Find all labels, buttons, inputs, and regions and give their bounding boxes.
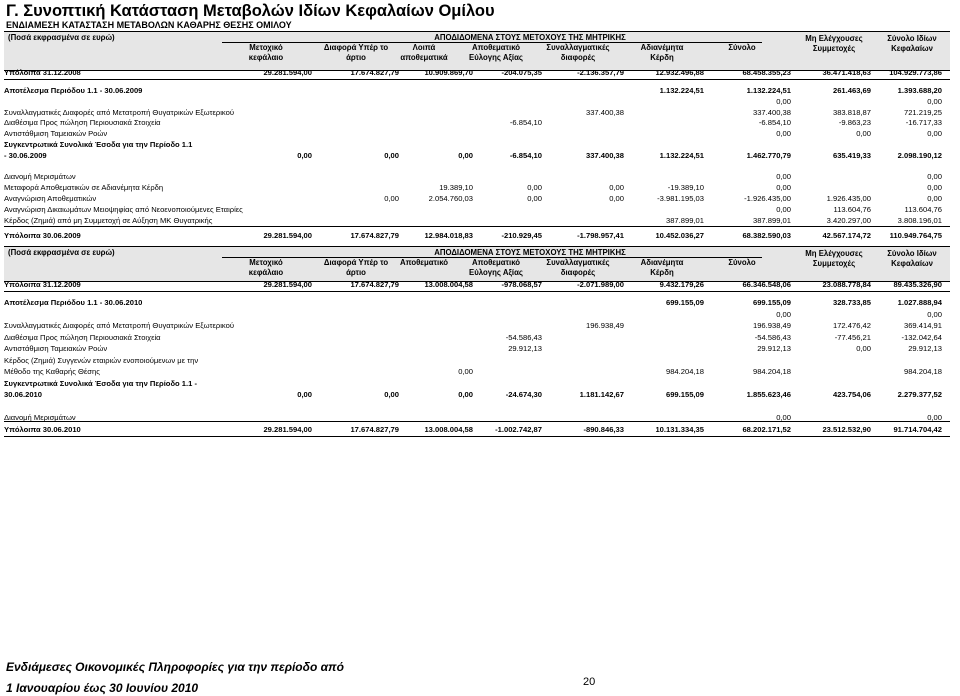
closing-balance-2010-value-5: 10.131.334,35	[655, 425, 704, 434]
block2-col-header-4-line1: Συναλλαγματικές	[546, 258, 610, 267]
block2-row-6-value-2: 0,00	[458, 367, 473, 376]
block1-row-1-value-8: 0,00	[927, 96, 942, 106]
opening-balance-2009-value-6: 66.346.548,06	[742, 280, 791, 289]
opening-balance-2009-value-5: 9.432.179,26	[659, 280, 704, 289]
block1-row-3-label: Διαθέσιμα Προς πώληση Περιουσιακά Στοιχεία	[4, 118, 161, 128]
block1-row-3-value-7: -9.863,23	[838, 118, 871, 128]
block1-row-12-value-5: 387.899,01	[665, 215, 704, 225]
block1-row-10-value-7: 1.926.435,00	[826, 194, 871, 203]
block2-col-header-3-line1: Αποθεματικό	[471, 258, 521, 267]
block1-row-6-value-5: 1.132.224,51	[659, 150, 704, 160]
block1-row-8-value-8: 0,00	[927, 172, 942, 182]
block1-row-10-value-5: -3.981.195,03	[657, 194, 704, 203]
block2-row-8-value-0: 0,00	[297, 390, 312, 399]
closing-balance-2010-value-1: 17.674.827,79	[350, 425, 399, 434]
closing-balance-2009-value-6: 68.382.590,03	[742, 231, 791, 240]
block2-row-0-value-8: 1.027.888,94	[897, 298, 942, 307]
block2-row-8-value-3: -24.674,30	[505, 390, 542, 399]
closing-balance-2009-value-2: 12.984.018,83	[424, 231, 473, 240]
block2-row-8-value-4: 1.181.142,67	[579, 390, 624, 399]
block1-col-header-3-line1: Αποθεματικό	[471, 43, 521, 52]
block2-row-2-value-7: 172.476,42	[832, 321, 871, 330]
block1-row-6-value-8: 2.098.190,12	[897, 150, 942, 160]
closing-balance-2010-value-8: 91.714.704,42	[893, 425, 942, 434]
block1-row-2-value-7: 383.818,87	[832, 107, 871, 117]
closing-balance-2010-value-4: -890.846,33	[583, 425, 624, 434]
block1-parent-group-label: ΑΠΟΔΙΔΟΜΕΝΑ ΣΤΟΥΣ ΜΕΤΟΧΟΥΣ ΤΗΣ ΜΗΤΡΙΚΗΣ	[434, 33, 626, 42]
block2-col-header-2-line1: Αποθεματικό	[399, 258, 449, 267]
block1-row-9-value-4: 0,00	[609, 183, 624, 193]
block1-row-9-value-6: 0,00	[776, 183, 791, 193]
block1-row-6-value-3: -6.854,10	[509, 150, 542, 160]
block1-row-9-value-3: 0,00	[527, 183, 542, 193]
block2-row-2	[0, 320, 960, 332]
block1-col-header-2-line2: αποθεματικά	[400, 53, 448, 62]
block1-row-9-label: Μεταφορά Αποθεματικών σε Αδιανέμητα Κέρδη	[4, 183, 164, 193]
block1-row-11-label: Αναγνώριση Δικαιωμάτων Μειοψηφίας από Νεοενοποιούμενες Εταιρίες	[4, 204, 243, 214]
block2-row-7	[0, 378, 960, 390]
block2-col-header-5-line2: Κέρδη	[650, 268, 674, 277]
statement-subtitle: ΕΝΔΙΑΜΕΣΗ ΚΑΤΑΣΤΑΣΗ ΜΕΤΑΒΟΛΩΝ ΚΑΘΑΡΗΣ ΘΕΣΗΣ ΟΜΙΛΟΥ	[6, 20, 292, 30]
opening-balance-2009-value-8: 89.435.326,90	[893, 280, 942, 289]
block1-row-6-value-7: 635.419,33	[832, 150, 871, 160]
block1-row-6-value-6: 1.462.770,79	[746, 150, 791, 160]
closing-balance-2009-value-7: 42.567.174,72	[822, 231, 871, 240]
block1-col-header-2-line1: Λοιπά	[412, 43, 436, 52]
block2-row-8	[0, 389, 960, 401]
block2-col-header-8-line1: Σύνολο Ιδίων	[887, 249, 937, 258]
block1-col-header-8-line2: Κεφαλαίων	[891, 44, 933, 53]
block1-row-5-label: Συγκεντρωτικά Συνολικά Έσοδα για την Περίοδο 1.1	[4, 140, 193, 149]
block2-row-4	[0, 343, 960, 355]
block1-row-9-value-8: 0,00	[927, 183, 942, 193]
opening-balance-2008	[0, 67, 960, 79]
block2-col-header-8-line2: Κεφαλαίων	[891, 259, 933, 268]
block1-col-header-8-line1: Σύνολο Ιδίων	[887, 34, 937, 43]
opening-balance-2008-value-2: 10.909.869,70	[424, 68, 473, 77]
block2-row-1-value-8: 0,00	[927, 309, 942, 319]
block2-row-0-label: Αποτέλεσμα Περιόδου 1.1 - 30.06.2010	[4, 298, 143, 307]
block1-row-12	[0, 215, 960, 227]
block2-row-2-label: Συναλλαγματικές Διαφορές από Μετατροπή Θυγατρικών Εξωτερικού	[4, 321, 234, 330]
block1-row-8-value-6: 0,00	[776, 172, 791, 182]
block1-row-4-value-8: 0,00	[927, 129, 942, 139]
opening-balance-2009-value-7: 23.088.778,84	[822, 280, 871, 289]
block1-col-header-3-line2: Εύλογης Αξίας	[469, 53, 523, 62]
block2-parent-group-label: ΑΠΟΔΙΔΟΜΕΝΑ ΣΤΟΥΣ ΜΕΤΟΧΟΥΣ ΤΗΣ ΜΗΤΡΙΚΗΣ	[434, 248, 626, 257]
opening-balance-2008-value-0: 29.281.594,00	[263, 68, 312, 77]
closing-balance-2009-value-0: 29.281.594,00	[263, 231, 312, 240]
opening-balance-2009-label: Υπόλοιπα 31.12.2009	[4, 280, 81, 289]
closing-2010-rule-bottom	[4, 436, 950, 437]
block2-col-header-1-line2: άρτιο	[346, 268, 366, 277]
block2-row-9	[0, 401, 960, 413]
block2-row-3	[0, 332, 960, 344]
opening-balance-2009-value-1: 17.674.827,79	[350, 280, 399, 289]
block1-row-0-value-8: 1.393.688,20	[897, 86, 942, 95]
block1-row-9-value-5: -19.389,10	[667, 183, 704, 193]
block2-row-0-value-6: 699.155,09	[752, 298, 791, 307]
block1-row-10-value-6: -1.926.435,00	[744, 194, 791, 203]
block1-row-12-value-8: 3.808.196,01	[897, 215, 942, 225]
opening-balance-2009-value-2: 13.008.004,58	[424, 280, 473, 289]
closing-balance-2009-value-5: 10.452.036,27	[655, 231, 704, 240]
block2-col-header-1-line1: Διαφορά Υπέρ το	[323, 258, 389, 267]
opening-balance-2008-value-3: -204.075,35	[501, 68, 542, 77]
block2-col-header-6-line1: Σύνολο	[728, 258, 756, 267]
closing-balance-2010-label: Υπόλοιπα 30.06.2010	[4, 425, 81, 434]
block2-row-10-value-8: 0,00	[927, 413, 942, 422]
block2-col-header-5-line1: Αδιανέμητα	[640, 258, 684, 267]
block1-row-12-value-6: 387.899,01	[752, 215, 791, 225]
block2-col-header-4-line2: διαφορές	[560, 268, 596, 277]
block1-row-10-value-1: 0,00	[384, 194, 399, 203]
block2-amounts-note: (Ποσά εκφρασμένα σε ευρώ)	[8, 248, 115, 257]
block2-row-1-value-6: 0,00	[776, 309, 791, 319]
block1-row-6-value-2: 0,00	[458, 150, 473, 160]
block1-row-11-value-7: 113.604,76	[833, 204, 871, 214]
block1-amounts-note: (Ποσά εκφρασμένα σε ευρώ)	[8, 33, 115, 42]
block1-col-header-7-line2: Συμμετοχές	[812, 44, 856, 53]
block2-row-8-value-2: 0,00	[458, 390, 473, 399]
block2-row-2-value-8: 369.414,91	[903, 321, 942, 330]
block2-row-3-label: Διαθέσιμα Προς πώληση Περιουσιακά Στοιχεία	[4, 332, 161, 342]
block1-col-header-6-line1: Σύνολο	[728, 43, 756, 52]
block2-row-6-value-5: 984.204,18	[665, 367, 704, 376]
page-title: Γ. Συνοπτική Κατάσταση Μεταβολών Ιδίων Κεφαλαίων Ομίλου	[6, 2, 495, 20]
block1-row-10-label: Αναγνώριση Αποθεματικών	[4, 194, 97, 203]
block2-row-0	[0, 297, 960, 309]
block1-row-0-value-6: 1.132.224,51	[746, 86, 791, 95]
closing-balance-2010-value-3: -1.002.742,87	[495, 425, 542, 434]
block1-row-12-value-7: 3.420.297,00	[826, 215, 871, 225]
block1-col-header-4-line1: Συναλλαγματικές	[546, 43, 610, 52]
block1-col-header-7-line1: Μη Ελέγχουσες	[805, 34, 863, 43]
opening-balance-2009-value-4: -2.071.989,00	[577, 280, 624, 289]
opening-balance-2008-value-5: 12.932.496,88	[655, 68, 704, 77]
block1-col-header-1-line2: άρτιο	[346, 53, 366, 62]
block1-row-6-value-1: 0,00	[384, 150, 399, 160]
footer-line-1: Ενδιάμεσες Οικονομικές Πληροφορίες για την περίοδο από	[6, 660, 344, 674]
opening-balance-2008-label: Υπόλοιπα 31.12.2008	[4, 68, 81, 77]
block2-row-0-value-7: 328.733,85	[832, 298, 871, 307]
block2-col-header-3-line2: Εύλογης Αξίας	[469, 268, 523, 277]
block1-col-header-5-line2: Κέρδη	[650, 53, 674, 62]
block1-row-10-value-4: 0,00	[609, 194, 624, 203]
closing-balance-2010	[0, 424, 960, 436]
block1-row-6-value-0: 0,00	[297, 150, 312, 160]
block2-row-8-label: 30.06.2010	[4, 390, 43, 399]
block2-row-6-value-8: 984.204,18	[903, 367, 942, 376]
block2-row-6	[0, 366, 960, 378]
block1-col-header-0-line2: κεφάλαιο	[248, 53, 284, 62]
block1-row-0-value-5: 1.132.224,51	[659, 86, 704, 95]
block2-row-3-value-3: -54.586,43	[505, 332, 542, 342]
block1-row-0-value-7: 261.463,69	[832, 86, 871, 95]
block2-row-6-label: Μέθοδο της Καθαρής Θέσης	[4, 367, 100, 376]
block2-row-1	[0, 309, 960, 321]
block2-row-10	[0, 412, 960, 424]
block2-col-header-0-line2: κεφάλαιο	[248, 268, 284, 277]
block2-row-10-value-6: 0,00	[776, 413, 791, 422]
block1-row-3-value-6: -6.854,10	[758, 118, 791, 128]
block1-row-6-label: - 30.06.2009	[4, 150, 47, 160]
opening-balance-2009-value-3: -978.068,57	[501, 280, 542, 289]
page-number: 20	[583, 676, 596, 688]
block2-row-10-label: Διανομή Μερισμάτων	[4, 413, 76, 422]
block2-row-8-value-7: 423.754,06	[832, 390, 871, 399]
block2-col-header-7-line2: Συμμετοχές	[812, 259, 856, 268]
block1-row-10-value-3: 0,00	[527, 194, 542, 203]
block2-row-5	[0, 355, 960, 367]
block2-row-4-label: Αντιστάθμιση Ταμειακών Ροών	[4, 344, 108, 353]
block1-row-11-value-6: 0,00	[776, 204, 791, 214]
closing-balance-2009	[0, 230, 960, 242]
block2-row-4-value-8: 29.912,13	[908, 344, 942, 353]
block2-row-5-label: Κέρδος (Ζημιά) Συγγενών εταιριών ενοποιούμενων με την	[4, 355, 199, 365]
opening-balance-2008-value-1: 17.674.827,79	[350, 68, 399, 77]
block1-row-2-value-8: 721.219,25	[903, 107, 942, 117]
block2-row-3-value-7: -77.456,21	[834, 332, 871, 342]
block1-col-header-0-line1: Μετοχικό	[249, 43, 283, 52]
block1-row-3-value-8: -16.717,33	[905, 118, 942, 128]
block1-row-0-label: Αποτέλεσμα Περιόδου 1.1 - 30.06.2009	[4, 86, 143, 95]
block1-row-3-value-3: -6.854,10	[509, 118, 542, 128]
block2-row-2-value-4: 196.938,49	[585, 321, 624, 330]
block1-row-1-value-6: 0,00	[776, 96, 791, 106]
block1-row-10-value-8: 0,00	[927, 194, 942, 203]
block1-row-2-value-4: 337.400,38	[585, 107, 624, 117]
block1-row-2-label: Συναλλαγματικές Διαφορές από Μετατροπή Θυγατρικών Εξωτερικού	[4, 107, 234, 117]
opening-balance-2009-value-0: 29.281.594,00	[263, 280, 312, 289]
block2-row-3-value-8: -132.042,64	[901, 332, 942, 342]
block1-col-header-1-line1: Διαφορά Υπέρ το	[323, 43, 389, 52]
block2-row-2-value-6: 196.938,49	[752, 321, 791, 330]
block2-row-6-value-6: 984.204,18	[752, 367, 791, 376]
closing-balance-2010-value-6: 68.202.171,52	[742, 425, 791, 434]
block2-row-3-value-6: -54.586,43	[754, 332, 791, 342]
block2-row-8-value-1: 0,00	[384, 390, 399, 399]
opening-balance-2008-value-6: 68.458.355,23	[742, 68, 791, 77]
closing-balance-2009-value-1: 17.674.827,79	[350, 231, 399, 240]
block2-row-0-value-5: 699.155,09	[665, 298, 704, 307]
block2-row-8-value-8: 2.279.377,52	[897, 390, 942, 399]
block2-row-7-label: Συγκεντρωτικά Συνολικά Έσοδα για την Περίοδο 1.1 -	[4, 378, 197, 388]
footer-line-2: 1 Ιανουαρίου έως 30 Ιουνίου 2010	[6, 681, 199, 695]
closing-balance-2010-value-7: 23.512.532,90	[822, 425, 871, 434]
closing-balance-2009-value-8: 110.949.764,75	[889, 231, 942, 240]
block2-row-4-value-6: 29.912,13	[757, 344, 791, 353]
opening-balance-2008-value-8: 104.929.773,86	[889, 68, 942, 77]
block2-col-header-7-line1: Μη Ελέγχουσες	[805, 249, 863, 258]
block1-row-10-value-2: 2.054.760,03	[428, 194, 473, 203]
block1-col-header-4-line2: διαφορές	[560, 53, 596, 62]
block1-row-4-value-7: 0,00	[856, 129, 871, 139]
closing-2009-rule-top	[4, 226, 950, 227]
block1-row-6-value-4: 337.400,38	[585, 150, 624, 160]
block2-row-8-value-6: 1.855.623,46	[746, 390, 791, 399]
opening-2008-rule	[4, 79, 950, 80]
opening-balance-2009	[0, 279, 960, 291]
block2-row-4-value-7: 0,00	[856, 344, 871, 353]
block1-row-2-value-6: 337.400,38	[752, 107, 791, 117]
block1-row-4-label: Αντιστάθμιση Ταμειακών Ροών	[4, 129, 108, 139]
block2-col-header-0-line1: Μετοχικό	[249, 258, 283, 267]
closing-2010-rule-top	[4, 421, 950, 422]
opening-balance-2008-value-4: -2.136.357,79	[577, 68, 624, 77]
closing-balance-2009-value-4: -1.798.957,41	[577, 231, 624, 240]
block1-row-11-value-8: 113.604,76	[904, 204, 942, 214]
block2-row-8-value-5: 699.155,09	[665, 390, 704, 399]
closing-balance-2010-value-2: 13.008.004,58	[424, 425, 473, 434]
block2-row-4-value-3: 29.912,13	[508, 344, 542, 353]
block1-col-header-5-line1: Αδιανέμητα	[640, 43, 684, 52]
block1-row-12-label: Κέρδος (Ζημιά) από μη Συμμετοχή σε Αύξηση ΜΚ Θυγατρικής	[4, 215, 213, 225]
block1-row-8-label: Διανομή Μερισμάτων	[4, 172, 76, 182]
closing-balance-2010-value-0: 29.281.594,00	[263, 425, 312, 434]
opening-2009-rule	[4, 291, 950, 292]
opening-balance-2008-value-7: 36.471.418,63	[822, 68, 871, 77]
block1-row-9-value-2: 19.389,10	[439, 183, 473, 193]
closing-balance-2009-label: Υπόλοιπα 30.06.2009	[4, 231, 81, 240]
closing-balance-2009-value-3: -210.929,45	[501, 231, 542, 240]
block1-row-4-value-6: 0,00	[776, 129, 791, 139]
